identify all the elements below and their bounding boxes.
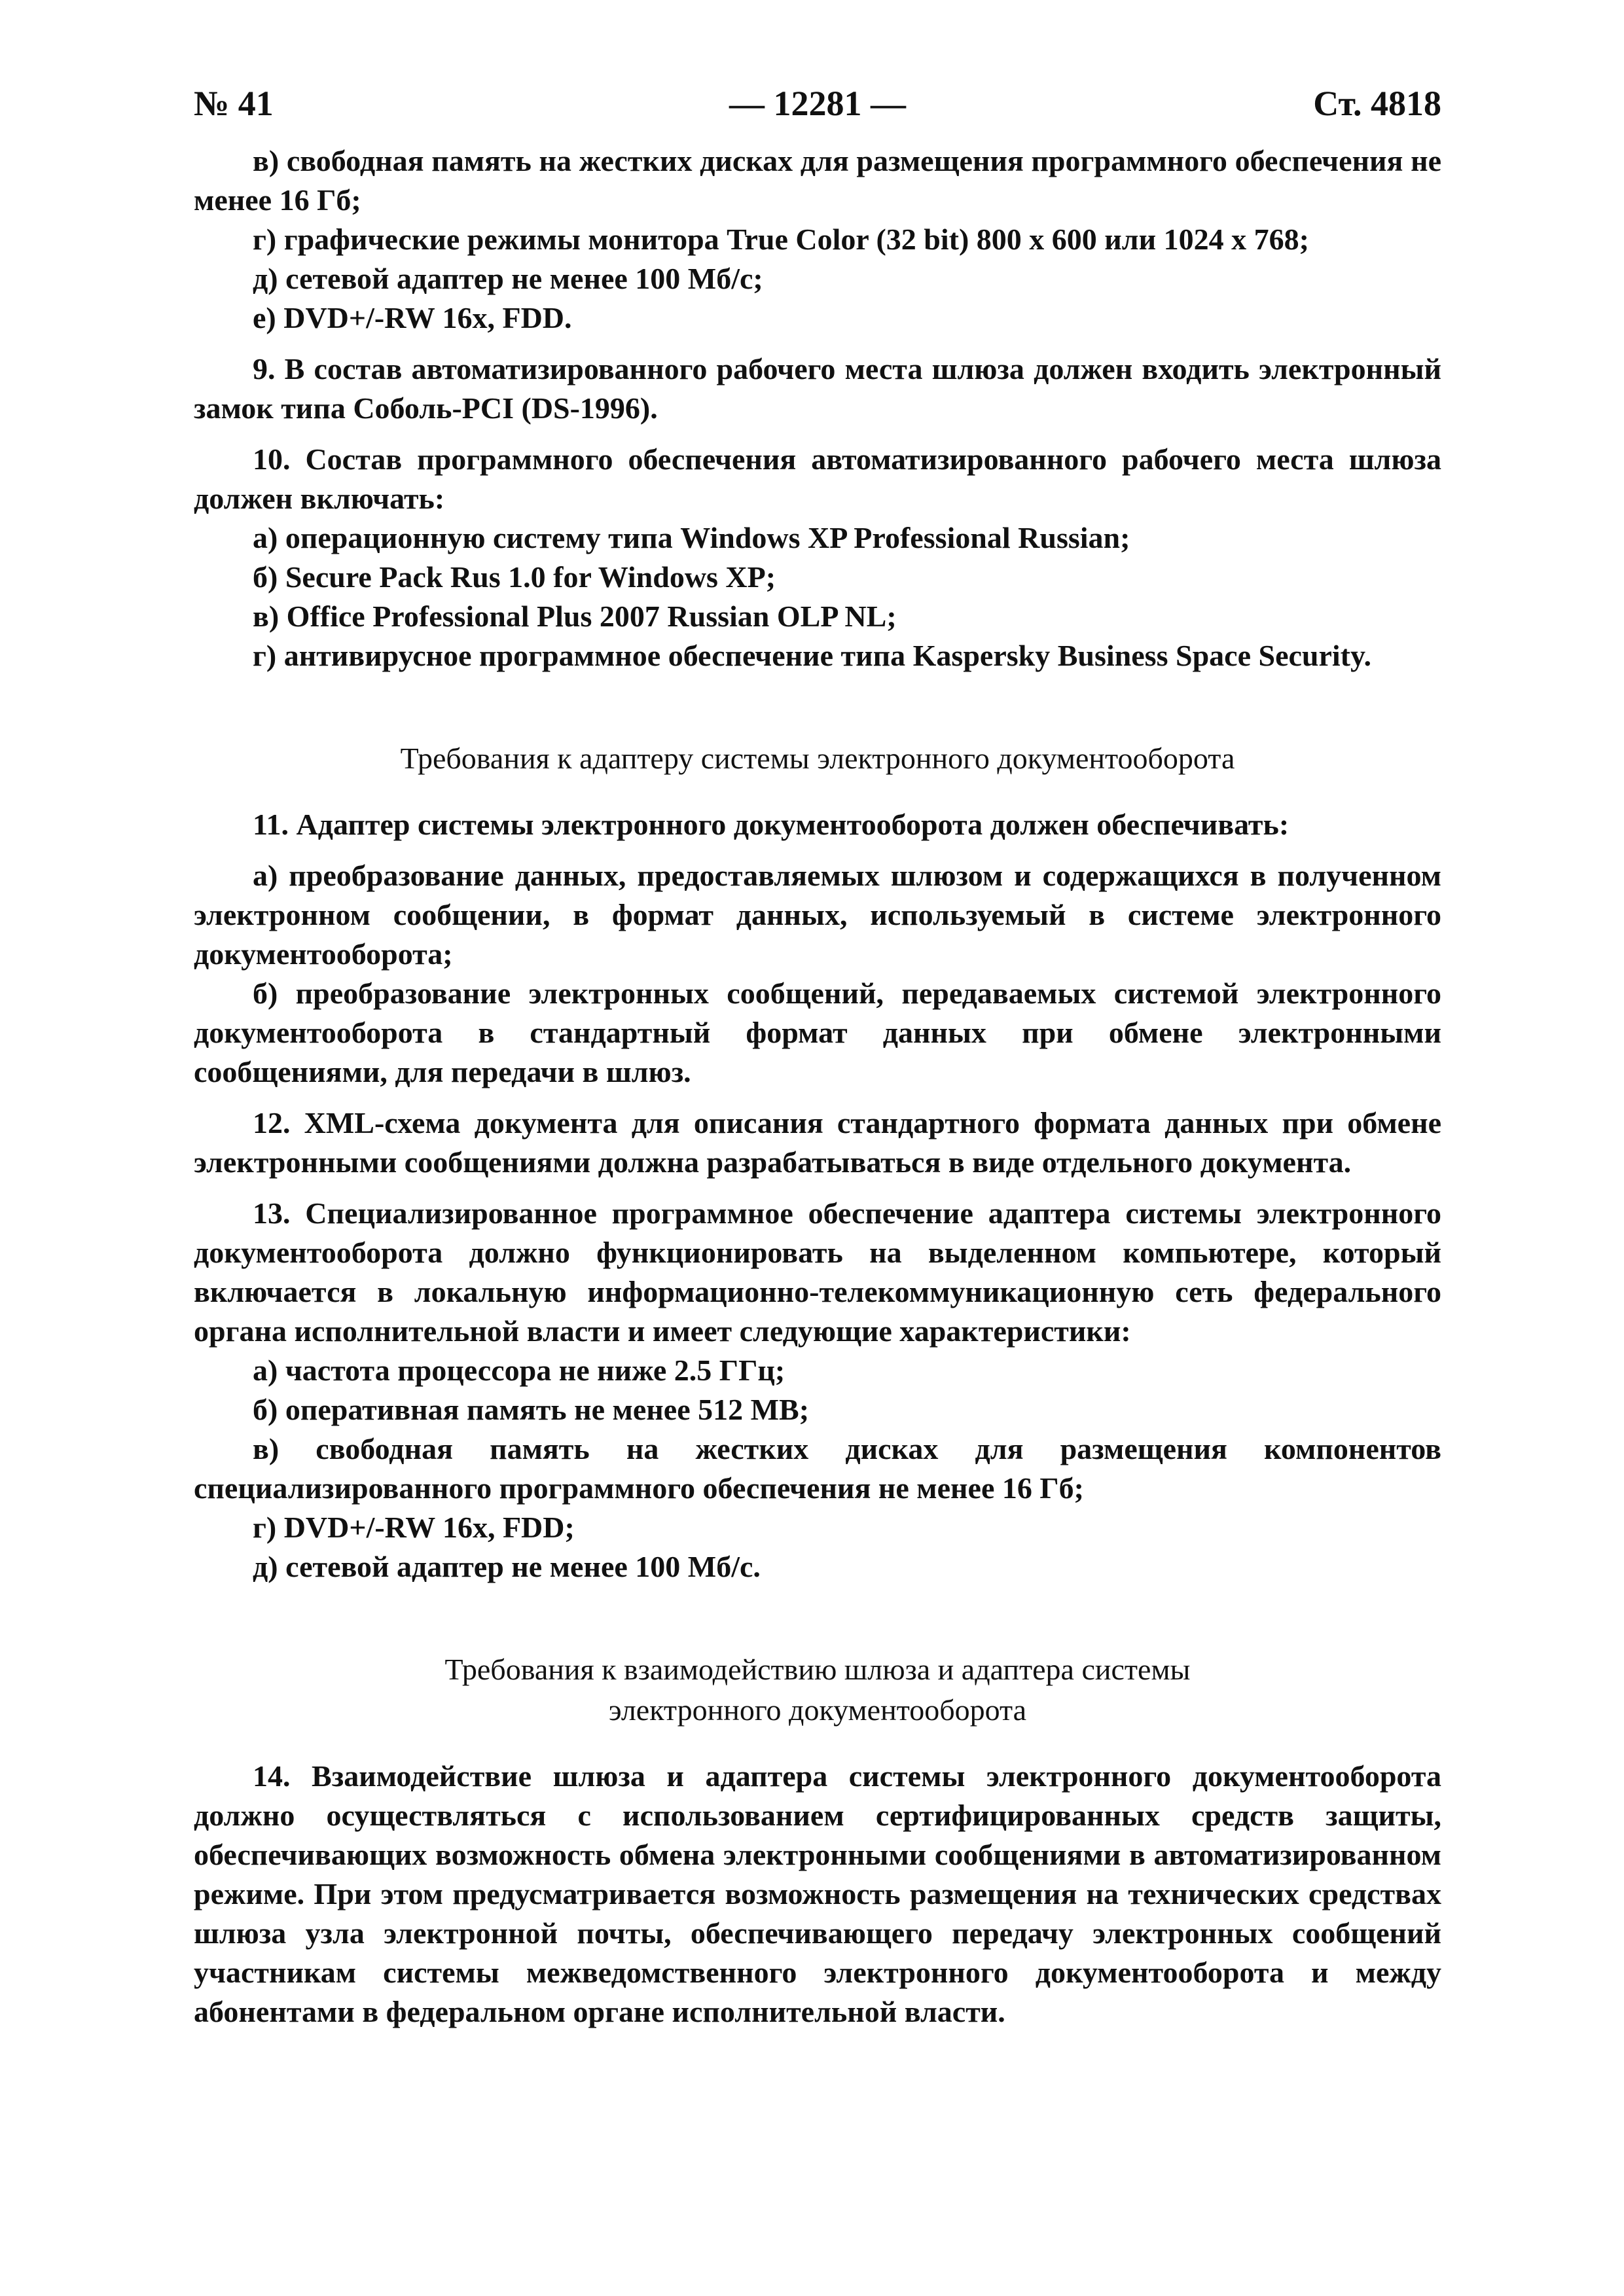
- list-item: б) Secure Pack Rus 1.0 for Windows XP;: [253, 560, 776, 594]
- list-item: г) графические режимы монитора True Color (32 bit) 800 x 600 или 1024 x 768;: [253, 223, 1309, 256]
- page-number: — 12281 —: [729, 84, 906, 123]
- list-item: б) оперативная память не менее 512 MB;: [253, 1393, 810, 1426]
- paragraph-12: 12. XML-схема документа для описания стандартного формата данных при обмене электронными сообщениями должна разрабатываться в виде отдельного документа.: [194, 1106, 1441, 1179]
- issue-number: № 41: [194, 84, 274, 123]
- running-header: [194, 77, 1441, 130]
- list-item: а) частота процессора не ниже 2.5 ГГц;: [253, 1354, 785, 1387]
- paragraph-13-intro: 13. Специализированное программное обеспечение адаптера системы электронного документооборота должно функционировать на выделенном компьютере, который включается в локальную информационно-телекоммуникационную сеть федерального органа исполнительной власти и имеет следующие характеристики:: [194, 1196, 1441, 1348]
- paragraph-14: 14. Взаимодействие шлюза и адаптера системы электронного документооборота должно осуществляться с использованием сертифицированных средств защиты, обеспечивающих возможность обмена электронными сообщениями в автоматизированном режиме. При этом предусматривается возможность размещения на технических средствах шлюза узла электронной почты, обеспечивающего передачу электронных сообщений участникам системы межведомственного электронного документооборота и между абонентами в федеральном органе исполнительной власти.: [194, 1759, 1441, 2028]
- list-item: в) Office Professional Plus 2007 Russian OLP NL;: [253, 600, 897, 633]
- section-heading-line-1: Требования к взаимодействию шлюза и адаптера системы: [444, 1653, 1191, 1686]
- list-item: г) антивирусное программное обеспечение типа Kaspersky Business Space Security.: [253, 639, 1371, 672]
- article-number: Ст. 4818: [1313, 84, 1441, 123]
- list-item: д) сетевой адаптер не менее 100 Мб/с.: [253, 1550, 761, 1583]
- paragraph-10-intro: 10. Состав программного обеспечения автоматизированного рабочего места шлюза должен включать:: [194, 442, 1441, 515]
- list-item: в) свободная память на жестких дисках для размещения программного обеспечения не менее 16 Гб;: [194, 144, 1441, 217]
- list-item: д) сетевой адаптер не менее 100 Мб/с;: [253, 262, 763, 295]
- paragraph-9: 9. В состав автоматизированного рабочего места шлюза должен входить электронный замок типа Соболь-PCI (DS-1996).: [194, 352, 1441, 425]
- section-heading: Требования к адаптеру системы электронного документооборота: [400, 742, 1235, 775]
- paragraph-11-intro: 11. Адаптер системы электронного документооборота должен обеспечивать:: [253, 808, 1290, 841]
- document-body: [194, 141, 1441, 2032]
- list-item: б) преобразование электронных сообщений, передаваемых системой электронного документооборота в стандартный формат данных при обмене электронными сообщениями, для передачи в шлюз.: [194, 977, 1441, 1088]
- list-item: а) операционную систему типа Windows XP Professional Russian;: [253, 521, 1130, 554]
- section-heading-line-2: электронного документооборота: [608, 1693, 1027, 1727]
- list-item: в) свободная память на жестких дисках для размещения компонентов специализированного программного обеспечения не менее 16 Гб;: [194, 1432, 1441, 1505]
- list-item: а) преобразование данных, предоставляемых шлюзом и содержащихся в полученном электронном сообщении, в формат данных, используемый в системе электронного документооборота;: [194, 859, 1441, 971]
- list-item: г) DVD+/-RW 16x, FDD;: [253, 1511, 575, 1544]
- list-item: е) DVD+/-RW 16x, FDD.: [253, 301, 572, 334]
